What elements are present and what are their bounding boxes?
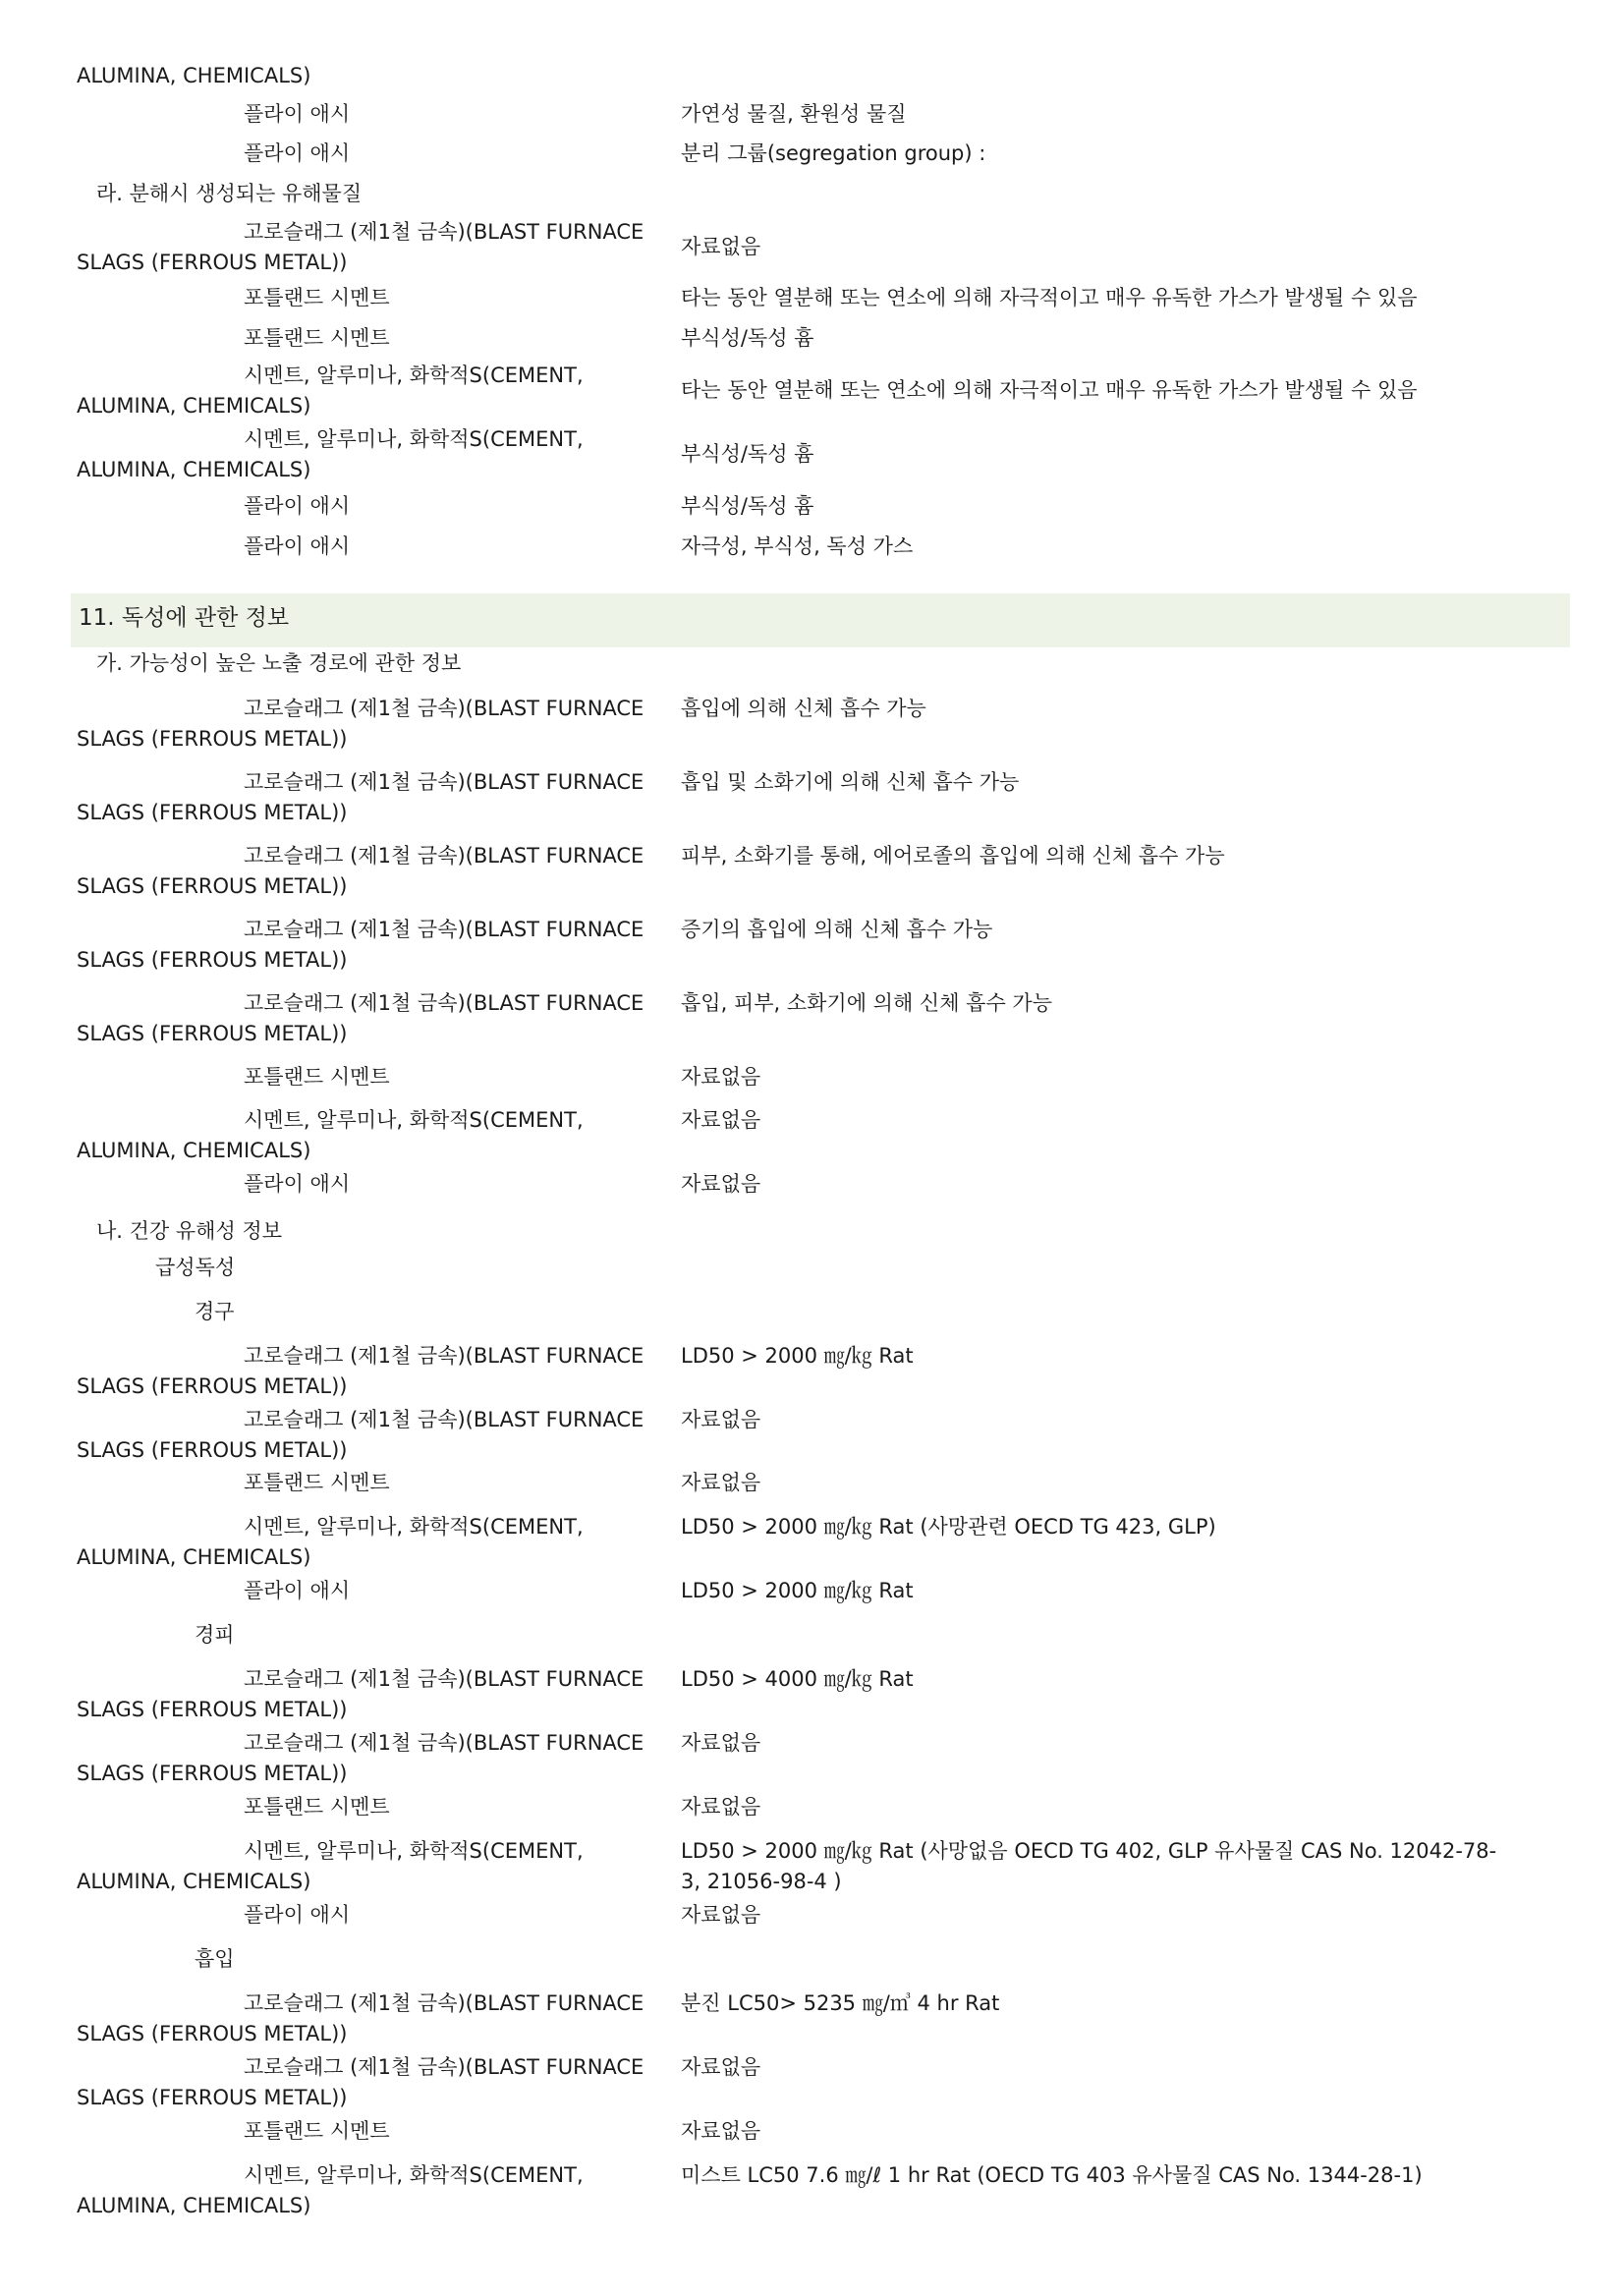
substance-name: 시멘트, 알루미나, 화학적S(CEMENT, ALUMINA, CHEMICALS) [77, 427, 584, 481]
property-value: 분진 LC50> 5235 ㎎/㎥ 4 hr Rat [681, 1991, 1000, 2015]
property-value: LD50 > 2000 ㎎/㎏ Rat [681, 1344, 914, 1368]
property-value: 자료없음 [681, 1795, 761, 1819]
substance-name: 시멘트, 알루미나, 화학적S(CEMENT, ALUMINA, CHEMICALS) [77, 1108, 584, 1162]
substance-name: 고로슬래그 (제1철 금속)(BLAST FURNACE SLAGS (FERROUS METAL)) [77, 697, 644, 751]
substance-name: 플라이 애시 [244, 534, 351, 558]
substance-name: 포틀랜드 시멘트 [244, 2119, 390, 2143]
property-value: 가연성 물질, 환원성 물질 [681, 102, 907, 126]
substance-name: 고로슬래그 (제1철 금속)(BLAST FURNACE SLAGS (FERROUS METAL)) [77, 220, 644, 274]
substance-name: 포틀랜드 시멘트 [244, 1795, 390, 1819]
property-value: LD50 > 2000 ㎎/㎏ Rat [681, 1579, 914, 1602]
category-heading: 급성독성 [155, 1256, 236, 1279]
substance-name: 플라이 애시 [244, 102, 351, 126]
substance-name: 플라이 애시 [244, 1579, 351, 1602]
property-value: 흡입에 의해 신체 흡수 가능 [681, 697, 926, 720]
substance-name: 고로슬래그 (제1철 금속)(BLAST FURNACE SLAGS (FERROUS METAL)) [77, 770, 644, 824]
substance-name: 고로슬래그 (제1철 금속)(BLAST FURNACE SLAGS (FERROUS METAL)) [77, 844, 644, 898]
property-value: 자료없음 [681, 1731, 761, 1755]
subsection-heading: 나. 건강 유해성 정보 [96, 1219, 282, 1243]
substance-name: 고로슬래그 (제1철 금속)(BLAST FURNACE SLAGS (FERROUS METAL)) [77, 1667, 644, 1721]
substance-name: 시멘트, 알루미나, 화학적S(CEMENT, ALUMINA, CHEMICALS) [77, 1839, 584, 1893]
substance-name: 플라이 애시 [244, 1172, 351, 1196]
subsection-heading: 가. 가능성이 높은 노출 경로에 관한 정보 [96, 651, 462, 675]
substance-name: 포틀랜드 시멘트 [244, 1065, 390, 1089]
substance-name: 플라이 애시 [244, 141, 351, 165]
property-value: 흡입, 피부, 소화기에 의해 신체 흡수 가능 [681, 991, 1052, 1015]
property-value: 타는 동안 열분해 또는 연소에 의해 자극적이고 매우 유독한 가스가 발생될 수 있음 [681, 286, 1418, 309]
property-value: 부식성/독성 흄 [681, 494, 814, 518]
property-value: LD50 > 2000 ㎎/㎏ Rat (사망없음 OECD TG 402, GLP 유사물질 CAS No. 12042-78-3, 21056-98-4 ) [681, 1839, 1497, 1893]
property-value: 자료없음 [681, 2119, 761, 2143]
section-title: 11. 독성에 관한 정보 [79, 605, 290, 631]
property-value: 자료없음 [681, 1172, 761, 1196]
property-value: 증기의 흡입에 의해 신체 흡수 가능 [681, 918, 993, 941]
substance-name: 고로슬래그 (제1철 금속)(BLAST FURNACE SLAGS (FERROUS METAL)) [77, 1731, 644, 1785]
substance-name: 고로슬래그 (제1철 금속)(BLAST FURNACE SLAGS (FERROUS METAL)) [77, 1408, 644, 1462]
substance-name: 고로슬래그 (제1철 금속)(BLAST FURNACE SLAGS (FERROUS METAL)) [77, 991, 644, 1045]
substance-name: 고로슬래그 (제1철 금속)(BLAST FURNACE SLAGS (FERROUS METAL)) [77, 918, 644, 972]
substance-name: 고로슬래그 (제1철 금속)(BLAST FURNACE SLAGS (FERROUS METAL)) [77, 1991, 644, 2045]
property-value: 타는 동안 열분해 또는 연소에 의해 자극적이고 매우 유독한 가스가 발생될 수 있음 [681, 378, 1418, 402]
property-value: 자극성, 부식성, 독성 가스 [681, 534, 914, 558]
substance-name: 플라이 애시 [244, 494, 351, 518]
property-value: 자료없음 [681, 1108, 761, 1132]
substance-name: 플라이 애시 [244, 1903, 351, 1927]
substance-name: 시멘트, 알루미나, 화학적S(CEMENT, ALUMINA, CHEMICALS) [77, 2163, 584, 2217]
property-value: 자료없음 [681, 235, 761, 258]
property-value: 자료없음 [681, 1065, 761, 1089]
substance-name: 시멘트, 알루미나, 화학적S(CEMENT, ALUMINA, CHEMICALS) [77, 1515, 584, 1569]
substance-name: 포틀랜드 시멘트 [244, 286, 390, 309]
property-value: 피부, 소화기를 통해, 에어로졸의 흡입에 의해 신체 흡수 가능 [681, 844, 1225, 868]
property-value: LD50 > 4000 ㎎/㎏ Rat [681, 1667, 914, 1691]
property-value: 자료없음 [681, 1903, 761, 1927]
property-value: 자료없음 [681, 1471, 761, 1494]
route-heading: 흡입 [195, 1947, 235, 1971]
property-value: 부식성/독성 흄 [681, 326, 814, 350]
property-value: 미스트 LC50 7.6 ㎎/ℓ 1 hr Rat (OECD TG 403 유사물질 CAS No. 1344-28-1) [681, 2163, 1423, 2187]
property-value: 분리 그룹(segregation group) : [681, 141, 986, 165]
property-value: 부식성/독성 흄 [681, 442, 814, 466]
substance-name: 고로슬래그 (제1철 금속)(BLAST FURNACE SLAGS (FERROUS METAL)) [77, 2055, 644, 2109]
substance-name: 고로슬래그 (제1철 금속)(BLAST FURNACE SLAGS (FERROUS METAL)) [77, 1344, 644, 1398]
route-heading: 경구 [195, 1300, 235, 1323]
property-value: LD50 > 2000 ㎎/㎏ Rat (사망관련 OECD TG 423, GLP) [681, 1515, 1216, 1539]
property-value: 자료없음 [681, 2055, 761, 2079]
subsection-heading: 라. 분해시 생성되는 유해물질 [96, 182, 363, 205]
substance-name: 포틀랜드 시멘트 [244, 326, 390, 350]
continued-substance-name: ALUMINA, CHEMICALS) [77, 64, 311, 87]
substance-name: 포틀랜드 시멘트 [244, 1471, 390, 1494]
property-value: 흡입 및 소화기에 의해 신체 흡수 가능 [681, 770, 1020, 794]
substance-name: 시멘트, 알루미나, 화학적S(CEMENT, ALUMINA, CHEMICALS) [77, 364, 584, 418]
route-heading: 경피 [195, 1623, 235, 1647]
property-value: 자료없음 [681, 1408, 761, 1431]
section-header [71, 593, 1570, 647]
